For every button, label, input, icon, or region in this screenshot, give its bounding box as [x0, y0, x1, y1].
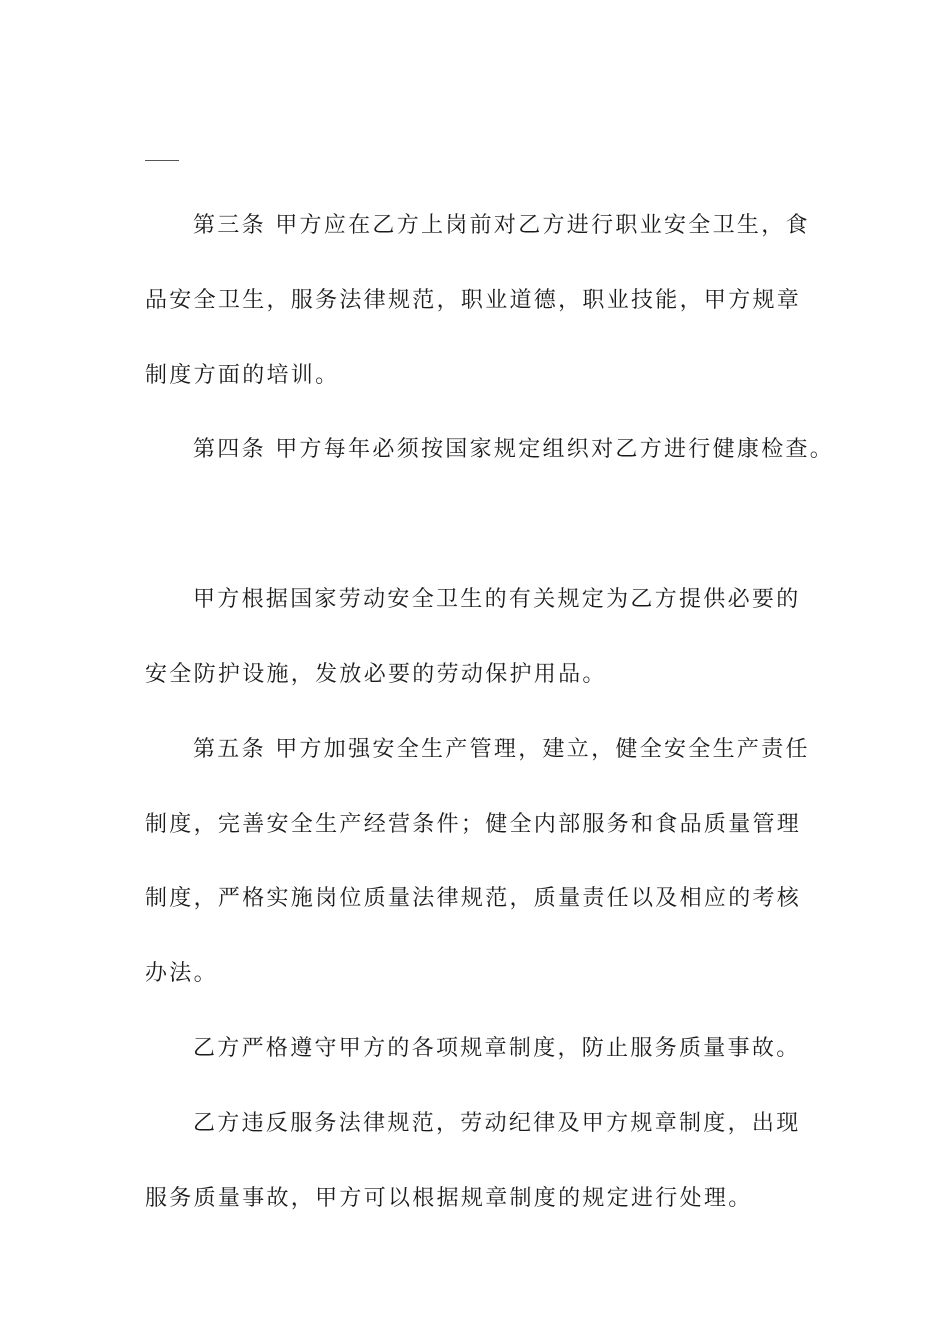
protection-paragraph-line-1: 甲方根据国家劳动安全卫生的有关规定为乙方提供必要的 [193, 587, 801, 612]
article-5-line-2: 制度，完善安全生产经营条件；健全内部服务和食品质量管理 [145, 812, 802, 837]
article-5-line-3: 制度，严格实施岗位质量法律规范，质量责任以及相应的考核 [145, 886, 802, 911]
article-4-line-1: 第四条 甲方每年必须按国家规定组织对乙方进行健康检查。 [193, 437, 835, 462]
header-rule [145, 160, 179, 161]
article-3-line-3: 制度方面的培训。 [145, 363, 340, 388]
protection-paragraph-line-2: 安全防护设施，发放必要的劳动保护用品。 [145, 662, 607, 687]
article-3-line-2: 品安全卫生，服务法律规范，职业道德，职业技能，甲方规章 [145, 288, 802, 313]
article-5-line-1: 第五条 甲方加强安全生产管理，建立，健全安全生产责任 [193, 737, 810, 762]
article-5-line-4: 办法。 [145, 961, 218, 986]
article-3-line-1: 第三条 甲方应在乙方上岗前对乙方进行职业安全卫生，食 [193, 213, 810, 238]
violation-paragraph-line-2: 服务质量事故，甲方可以根据规章制度的规定进行处理。 [145, 1186, 753, 1211]
violation-paragraph-line-1: 乙方违反服务法律规范，劳动纪律及甲方规章制度，出现 [193, 1111, 801, 1136]
compliance-paragraph-line-1: 乙方严格遵守甲方的各项规章制度，防止服务质量事故。 [193, 1036, 801, 1061]
